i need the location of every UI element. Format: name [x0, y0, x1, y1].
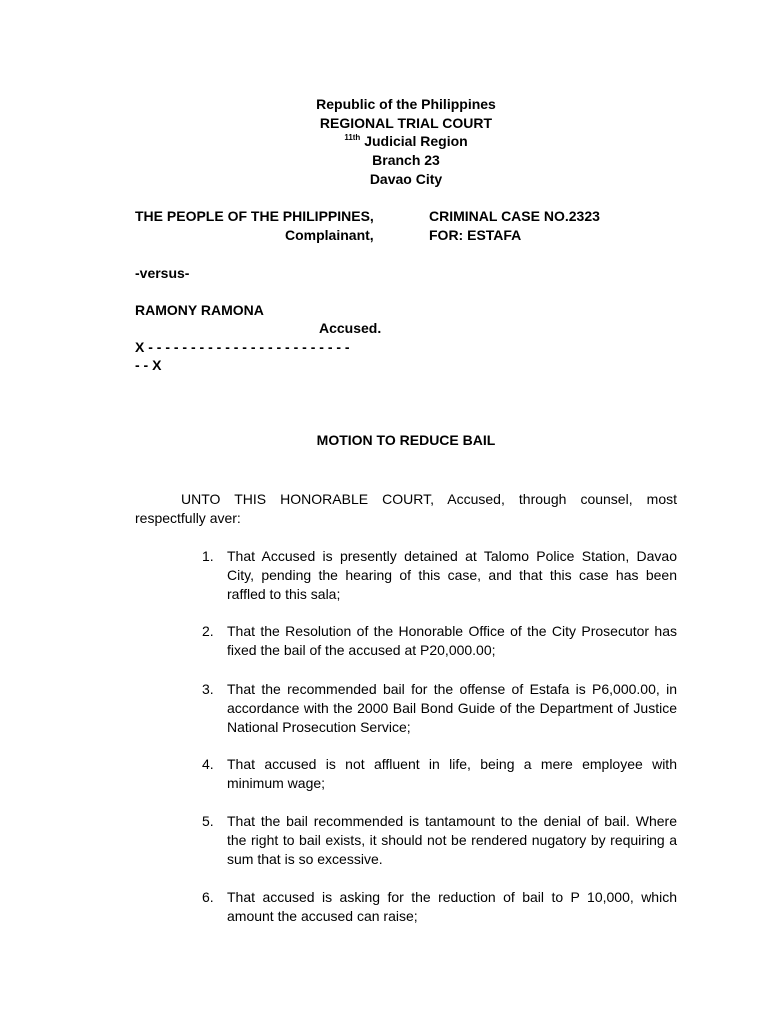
document-title: MOTION TO REDUCE BAIL: [316, 432, 496, 448]
header-court: REGIONAL TRIAL COURT: [319, 115, 493, 131]
header-branch: Branch 23: [372, 152, 440, 168]
list-item-number: 2.: [202, 623, 214, 639]
intro-paragraph: UNTO THIS HONORABLE COURT, Accused, through counsel, most respectfully aver:: [135, 491, 677, 526]
caption-plaintiff: THE PEOPLE OF THE PHILIPPINES,: [135, 208, 374, 224]
caption-accused-role: Accused.: [319, 320, 382, 336]
header-region-text: Judicial Region: [364, 133, 468, 149]
list-item-text: That accused is not affluent in life, being a mere employee with minimum wage;: [227, 756, 677, 791]
list-item-text: That the bail recommended is tantamount to the denial of bail. Where the right to bail exists, it should not be rendered nugatory by requiring a sum that is so excessive.: [227, 813, 677, 867]
list-item-text: That accused is asking for the reduction of bail to P 10,000, which amount the accused can raise;: [227, 889, 677, 924]
caption-accused-name: RAMONY RAMONA: [135, 302, 264, 318]
header-region: [0, 133, 768, 149]
list-item-number: 1.: [202, 548, 214, 564]
list-item-text: That Accused is presently detained at Talomo Police Station, Davao City, pending the hearing of this case, and that this case has been raffled to this sala;: [227, 548, 677, 602]
case-offense: FOR: ESTAFA: [429, 227, 522, 243]
header-republic: Republic of the Philippines: [316, 96, 496, 112]
header-city: Davao City: [369, 171, 443, 187]
case-number: CRIMINAL CASE NO.2323: [429, 208, 600, 224]
list-item-text: That the Resolution of the Honorable Office of the City Prosecutor has fixed the bail of the accused at P20,000.00;: [227, 623, 677, 658]
list-item-number: 4.: [202, 756, 214, 772]
list-item-number: 6.: [202, 889, 214, 905]
list-item-number: 3.: [202, 681, 214, 697]
caption-plaintiff-role: Complainant,: [285, 227, 374, 243]
header-region-ordinal: 11th: [344, 133, 361, 142]
caption-separator-end: - - X: [135, 357, 162, 373]
caption-separator: X - - - - - - - - - - - - - - - - - - - - - - - -: [135, 339, 350, 355]
list-item-number: 5.: [202, 813, 214, 829]
list-item-text: That the recommended bail for the offense of Estafa is P6,000.00, in accordance with the 2000 Bail Bond Guide of the Department of Justice National Prosecution Service;: [227, 681, 677, 735]
caption-versus: -versus-: [135, 265, 190, 281]
